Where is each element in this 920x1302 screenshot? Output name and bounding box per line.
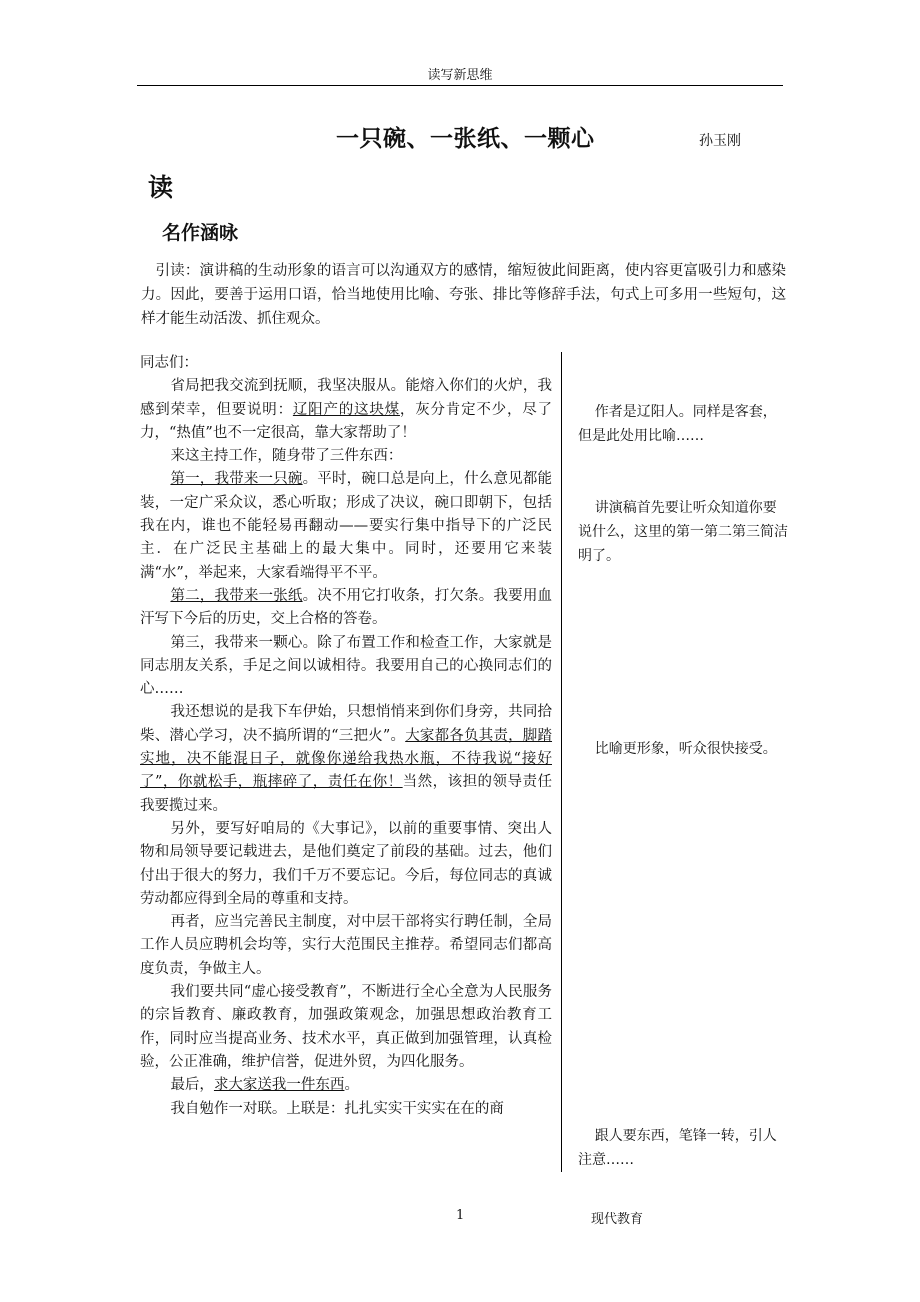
paragraph-2: 来这主持工作，随身带了三件东西： [170,448,403,465]
section-marker: 读 [148,173,174,202]
paragraph-6: 我还想说的是我下车伊始，只想悄悄来到你们身旁，共同拾柴、潜心学习，决不搞所谓的“三把火”。大家都各负其责，脚踏实地，决不能混日子，就像你递给我热水瓶，不待我说“接好了”，你就松手，瓶摔碎了，责任在你！当然，该担的领导责任我要揽过来。 [140,704,553,814]
paragraph-8: 再者，应当完善民主制度，对中层干部将实行聘任制，全局工作人员应聘机会均等，实行大范围民主推荐。希望同志们都高度负责，争做主人。 [140,914,552,977]
margin-note-2: 讲演稿首先要让听众知道你要说什么，这里的第一第二第三简洁明了。 [578,500,788,564]
underlined-phrase: 第二，我带来一张纸 [170,587,303,604]
salutation: 同志们： [140,355,198,371]
margin-note-4: 跟人要东西，笔锋一转，引人注意…… [578,1128,777,1168]
column-divider [561,352,562,1172]
article-title: 一只碗、一张纸、一颗心 [336,126,595,152]
paragraph-5: 第三，我带来一颗心。除了布置工作和检查工作，大家就是同志朋友关系，手足之间以诚相待。我要用自己的心换同志们的心…… [140,634,552,698]
margin-note-3: 比喻更形象，听众很快接受。 [594,741,777,757]
page-number: 1 [456,1208,465,1223]
section-title: 名作涵咏 [162,222,239,244]
intro-paragraph: 引读：演讲稿的生动形象的语言可以沟通双方的感情，缩短彼此间距离，使内容更富吸引力和感染力。因此，要善于运用口语，恰当地使用比喻、夸张、排比等修辞手法，句式上可多用一些短句，这样才能生动活泼、抓住观众。 [141,263,786,327]
running-header: 读写新思维 [427,68,493,83]
speech-text [140,352,552,1121]
underlined-phrase: 辽阳产的这块煤 [292,401,400,418]
footer-publisher: 现代教育 [591,1212,644,1227]
paragraph-4: 第二，我带来一张纸。决不用它打收条，打欠条。我要用血汗写下今后的历史，交上合格的答卷。 [140,587,553,628]
paragraph-1: 省局把我交流到抚顺，我坚决服从。能熔入你们的火炉，我感到荣幸，但要说明：辽阳产的这块煤，灰分肯定不少，尽了力，“热值”也不一定很高，靠大家帮助了！ [140,378,553,441]
paragraph-9: 我们要共同“虚心接受教育”，不断进行全心全意为人民服务的宗旨教育、廉政教育，加强政策观念，加强思想政治教育工作，同时应当提高业务、技术水平，真正做到加强管理，认真检验，公正准确，维护信誉，促进外贸，为四化服务。 [140,984,552,1070]
author-name: 孙玉刚 [699,133,741,149]
underlined-phrase: 求大家送我一件东西 [213,1077,345,1094]
paragraph-11: 我自勉作一对联。上联是：扎扎实实干实实在在的商 [170,1100,504,1117]
margin-note-1: 作者是辽阳人。同样是客套，但是此处用比喻…… [578,404,777,444]
underlined-phrase: 第一，我带来一只碗 [170,471,303,488]
header-rule [137,85,783,86]
paragraph-3: 第一，我带来一只碗。平时，碗口总是向上，什么意见都能装，一定广采众议，悉心听取；形成了决议，碗口即朝下，包括我在内，谁也不能轻易再翻动——要实行集中指导下的广泛民主．在广泛民主基础上的最大集中。同时，还要用它来装满“水”，举起来，大家看端得平不平。 [140,471,553,581]
paragraph-10: 最后，求大家送我一件东西。 [170,1077,359,1094]
underlined-phrase: 大家都各负其责，脚踏实地，决不能混日子，就像你递给我热水瓶，不待我说“接好了”，你就松手，瓶摔碎了，责任在你！ [140,727,553,791]
paragraph-7: 另外，要写好咱局的《大事记》，以前的重要事情、突出人物和局领导要记载进去，是他们奠定了前段的基础。过去，他们付出于很大的努力，我们千万不要忘记。今后，每位同志的真诚劳动都应得到全局的尊重和支持。 [140,820,552,907]
